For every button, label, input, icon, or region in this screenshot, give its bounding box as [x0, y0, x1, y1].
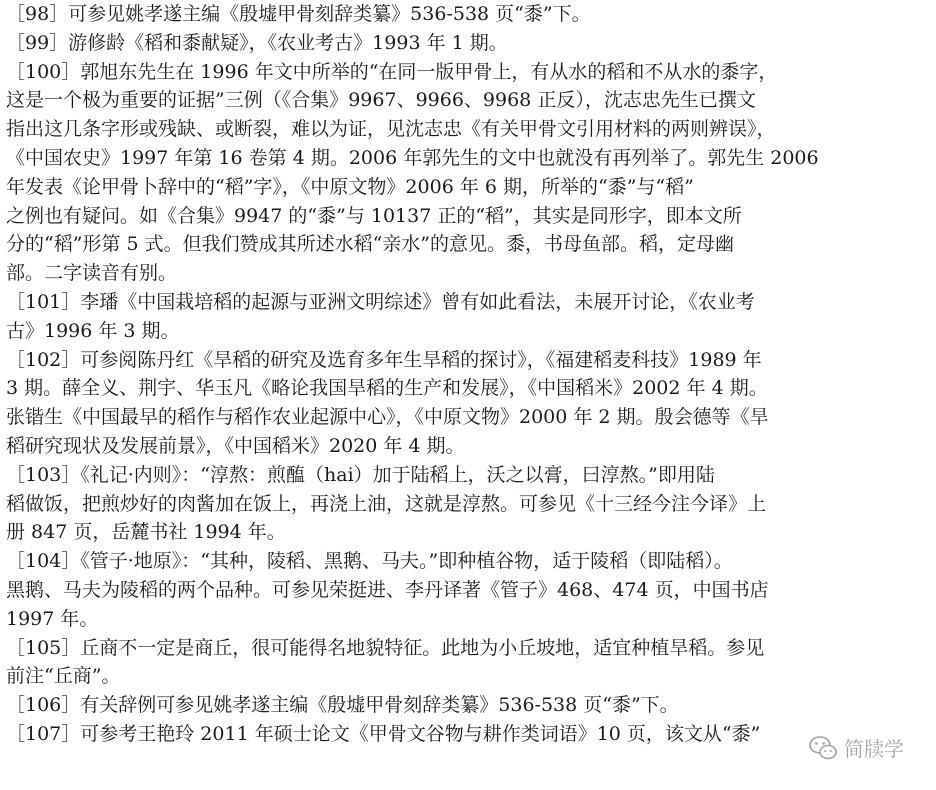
footnote-line: ［101］李璠《中国栽培稻的起源与亚洲文明综述》曾有如此看法，未展开讨论，《农业考: [6, 290, 755, 313]
footnote-line: ［103］《礼记·内则》：“淳熬：煎醢（hai）加于陆稻上，沃之以膏，曰淳熬。”即用陆: [6, 463, 715, 486]
footnote-line: 1997 年。: [6, 607, 99, 630]
footnote-line: 张锴生《中国最早的稻作与稻作农业起源中心》，《中原文物》2000 年 2 期。殷会德等《旱: [6, 406, 769, 429]
footnote: [6, 58, 932, 288]
footnote-line: 稻研究现状及发展前景》，《中国稻米》2020 年 4 期。: [6, 434, 465, 457]
footnote-line: ［99］游修龄《稻和黍献疑》，《农业考古》1993 年 1 期。: [6, 31, 508, 54]
footnote-line: 部。二字读音有别。: [6, 262, 178, 285]
footnote: [6, 461, 932, 547]
footnote-line: 这是一个极为重要的证据”三例（《合集》9967、9966、9968 正反），沈志忠先生已撰文: [6, 89, 756, 112]
footnote-line: 册 847 页，岳麓书社 1994 年。: [6, 521, 286, 544]
footnote-line: 指出这几条字形或残缺、或断裂，难以为证，见沈志忠《有关甲骨文引用材料的两则辨误》，: [6, 118, 776, 141]
wechat-icon: [808, 735, 838, 761]
footnote: [6, 547, 932, 633]
footnote-line: ［102］可参阅陈丹红《旱稻的研究及选育多年生旱稻的探讨》，《福建稻麦科技》1989 年: [6, 348, 762, 371]
footnote: [6, 634, 932, 692]
footnote-line: ［98］可参见姚孝遂主编《殷墟甲骨刻辞类纂》536-538 页“黍”下。: [6, 3, 591, 25]
footnote-line: 分的“稻”形第 5 式。但我们赞成其所述水稻“亲水”的意见。黍，书母鱼部。稻，定母幽: [6, 233, 735, 256]
document-page: [6, 0, 932, 790]
footnote-line: 《中国农史》1997 年第 16 卷第 4 期。2006 年郭先生的文中也就没有再列举了。郭先生 2006: [6, 146, 819, 169]
watermark-text: 简牍学: [844, 737, 904, 761]
footnote: [6, 288, 932, 346]
footnote-line: ［107］可参考王艳玲 2011 年硕士论文《甲骨文谷物与耕作类词语》10 页，该文从“黍”: [6, 722, 761, 745]
footnote-line: 黑鹅、马夫为陵稻的两个品种。可参见荣挺进、李丹译著《管子》468、474 页，中国书店: [6, 578, 769, 601]
footnote: [6, 0, 932, 29]
footnote-line: 之例也有疑问。如《合集》9947 的“黍”与 10137 正的“稻”，其实是同形字，即本文所: [6, 204, 742, 227]
footnote-line: 古》1996 年 3 期。: [6, 319, 180, 342]
footnote-line: 稻做饭，把煎炒好的肉酱加在饭上，再浇上油，这就是淳熬。可参见《十三经今注今译》上: [6, 492, 767, 515]
footnote-line: 前注“丘商”。: [6, 665, 121, 688]
footnote-line: 年发表《论甲骨卜辞中的“稻”字》，《中原文物》2006 年 6 期，所举的“黍”与“稻”: [6, 175, 694, 198]
footnote: [6, 691, 932, 720]
footnote-line: ［105］丘商不一定是商丘，很可能得名地貌特征。此地为小丘坡地，适宜种植旱稻。参见: [6, 636, 765, 659]
footnote: [6, 346, 932, 461]
footnote-line: ［106］有关辞例可参见姚孝遂主编《殷墟甲骨刻辞类纂》536-538 页“黍”下。: [6, 694, 679, 717]
footnote-line: ［100］郭旭东先生在 1996 年文中所举的“在同一版甲骨上，有从水的稻和不从水的黍字，: [6, 60, 778, 83]
footnote: [6, 720, 932, 749]
footnote-list: [6, 0, 932, 749]
footnote: [6, 29, 932, 58]
footnote-line: 3 期。薛全义、荆宇、华玉凡《略论我国旱稻的生产和发展》，《中国稻米》2002 年 4 期。: [6, 377, 768, 400]
footnote-line: ［104］《管子·地原》：“其种，陵稻、黑鹅、马夫。”即种植谷物，适于陵稻（即陆稻）。: [6, 550, 733, 573]
watermark: [808, 733, 904, 762]
